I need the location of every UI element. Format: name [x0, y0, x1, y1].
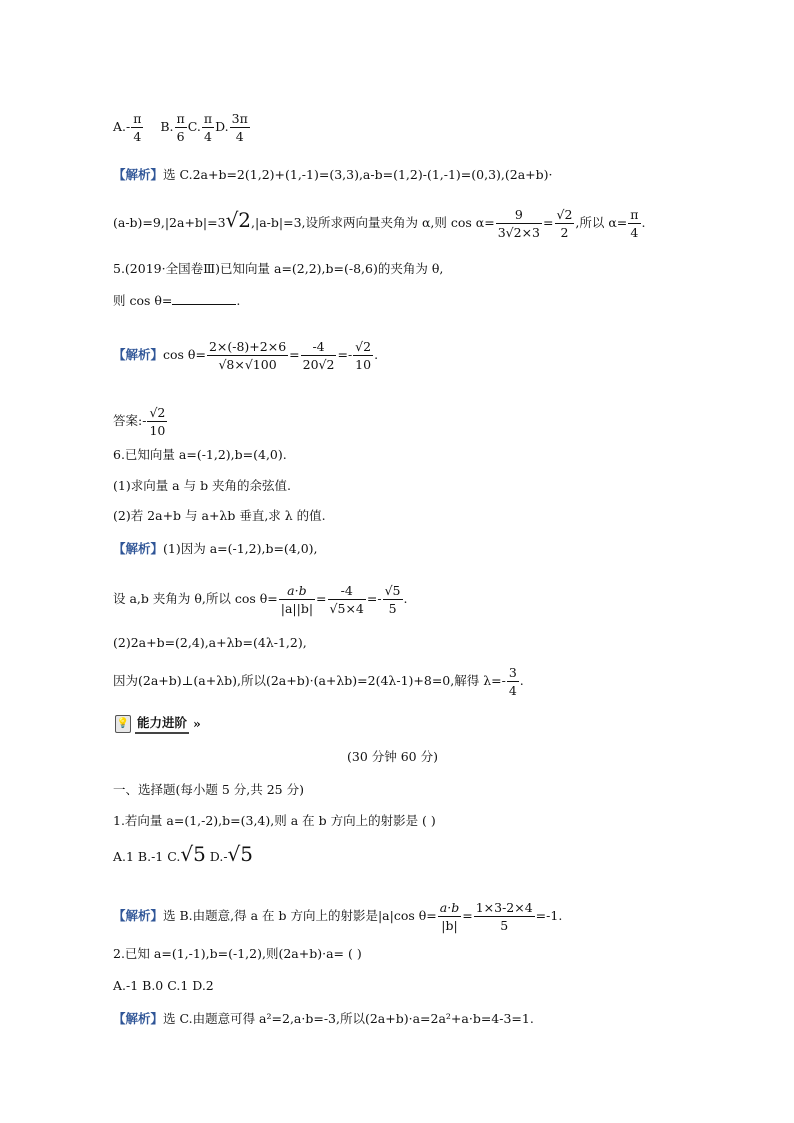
solution-tag: 【解析】: [113, 347, 164, 362]
option-c-label: C.: [187, 119, 201, 134]
p2-options: A.-1 B.0 C.1 D.2: [113, 978, 214, 993]
p2-question: 2.已知 a=(1,-1),b=(-1,2),则(2a+b)·a= ( ): [113, 946, 362, 961]
fraction: $\frac{9}{3√2\times 3}$: [497, 207, 541, 240]
q6-solution-line3: (2)2a+b=(2,4),a+λb=(4λ-1,2),: [113, 635, 307, 650]
q5-question: 5.(2019·全国卷Ⅲ)已知向量 a=(2,2),b=(-8,6)的夹角为 θ,: [113, 261, 444, 276]
bulb-icon: 💡: [115, 715, 131, 733]
solution-tag: 【解析】: [113, 167, 164, 182]
solution-text: 选 C.2a+b=2(1,2)+(1,-1)=(3,3),a-b=(1,2)-(1,-1)=(0,3),(2a+b)·: [163, 167, 553, 182]
fraction: $\frac{-4}{20√2}$: [302, 339, 335, 372]
q6-question: 6.已知向量 a=(-1,2),b=(4,0).: [113, 447, 287, 462]
time-score: (30 分钟 60 分): [347, 749, 438, 764]
q5-blank-line: 则 cos θ= .: [113, 293, 241, 308]
fraction: $\frac{2\times(-8)+2\times 6}{√8\times√100}$: [208, 339, 287, 372]
fraction: $\frac{√2}{10}$: [355, 339, 372, 372]
p1-question: 1.若向量 a=(1,-2),b=(3,4),则 a 在 b 方向上的射影是 ( ): [113, 813, 436, 828]
sqrt-two: √2: [225, 208, 252, 232]
fraction: $\frac{√2}{10}$: [149, 405, 166, 438]
q4-solution-line2: (a-b)=9,|2a+b|=3√2,|a-b|=3,设所求两向量夹角为 α,则 cos α= $\frac{9}{3√2\times 3}$ = $\frac{√2}{2}$ ,所以 α= $\frac{\pi}{4}$ .: [113, 207, 646, 240]
fraction: $\frac{\pi}{4}$: [630, 207, 639, 240]
option-b-label: B.: [160, 119, 174, 134]
section-header: [115, 714, 201, 734]
p1-options: A.1 B.-1 C.√5 D.-√5: [113, 842, 254, 866]
q6-solution-line2: 设 a,b 夹角为 θ,所以 cos θ= $\frac{a\cdot b}{|a||b|}$ = $\frac{-4}{√5\times 4}$ =- $\frac{√5}{5}$ .: [113, 583, 408, 616]
solution-tag: 【解析】: [113, 908, 164, 923]
option-d-fraction: $\frac{3\pi}{4}$: [231, 111, 248, 144]
fraction: $\frac{a\cdot b}{|a||b|}$: [280, 583, 314, 616]
option-a-fraction: $\frac{\pi}{4}$: [133, 111, 142, 144]
fraction: $\frac{√2}{2}$: [556, 207, 573, 240]
q4-options: [113, 110, 251, 145]
p2-solution: 【解析】选 C.由题意可得 a²=2,a·b=-3,所以(2a+b)·a=2a²+a·b=4-3=1.: [113, 1011, 534, 1026]
q6-part1: (1)求向量 a 与 b 夹角的余弦值.: [113, 478, 292, 493]
option-a-label: A.-: [113, 119, 131, 134]
q6-part2: (2)若 2a+b 与 a+λb 垂直,求 λ 的值.: [113, 508, 326, 523]
option-d-label: D.: [215, 119, 229, 134]
q5-solution: 【解析】cos θ= $\frac{2\times(-8)+2\times 6}{√8\times√100}$ = $\frac{-4}{20√2}$ =- $\frac{√2}{10}$ .: [113, 339, 379, 372]
fraction: $\frac{a\cdot b}{|b|}$: [439, 900, 460, 933]
fraction: $\frac{1\times 3-2\times 4}{5}$: [475, 900, 533, 933]
sqrt-five: √5: [180, 842, 206, 866]
q4-solution-line1: [113, 166, 552, 184]
q6-solution-line4: 因为(2a+b)⊥(a+λb),所以(2a+b)·(a+λb)=2(4λ-1)+8=0,解得 λ=- $\frac{3}{4}$ .: [113, 665, 524, 698]
q6-solution-line1: 【解析】(1)因为 a=(-1,2),b=(4,0),: [113, 541, 318, 556]
solution-tag: 【解析】: [113, 1011, 164, 1026]
chevron-right-icon: »: [193, 716, 201, 731]
option-c-fraction: $\frac{\pi}{4}$: [203, 111, 213, 144]
part-heading: 一、选择题(每小题 5 分,共 25 分): [113, 782, 304, 797]
q5-answer: 答案:- $\frac{√2}{10}$: [113, 405, 166, 438]
solution-tag: 【解析】: [113, 541, 164, 556]
section-title: 能力进阶: [135, 714, 189, 734]
fraction: $\frac{-4}{√5\times 4}$: [329, 583, 364, 616]
sqrt-five: √5: [227, 842, 254, 866]
answer-blank: [172, 291, 236, 305]
fraction: $\frac{3}{4}$: [508, 665, 517, 698]
option-b-fraction: $\frac{\pi}{6}$: [176, 111, 185, 144]
fraction: $\frac{√5}{5}$: [384, 583, 401, 616]
p1-solution: 【解析】选 B.由题意,得 a 在 b 方向上的射影是|a|cos θ= $\frac{a\cdot b}{|b|}$ = $\frac{1\times 3-2\times 4}{5}$ =-1.: [113, 900, 563, 933]
